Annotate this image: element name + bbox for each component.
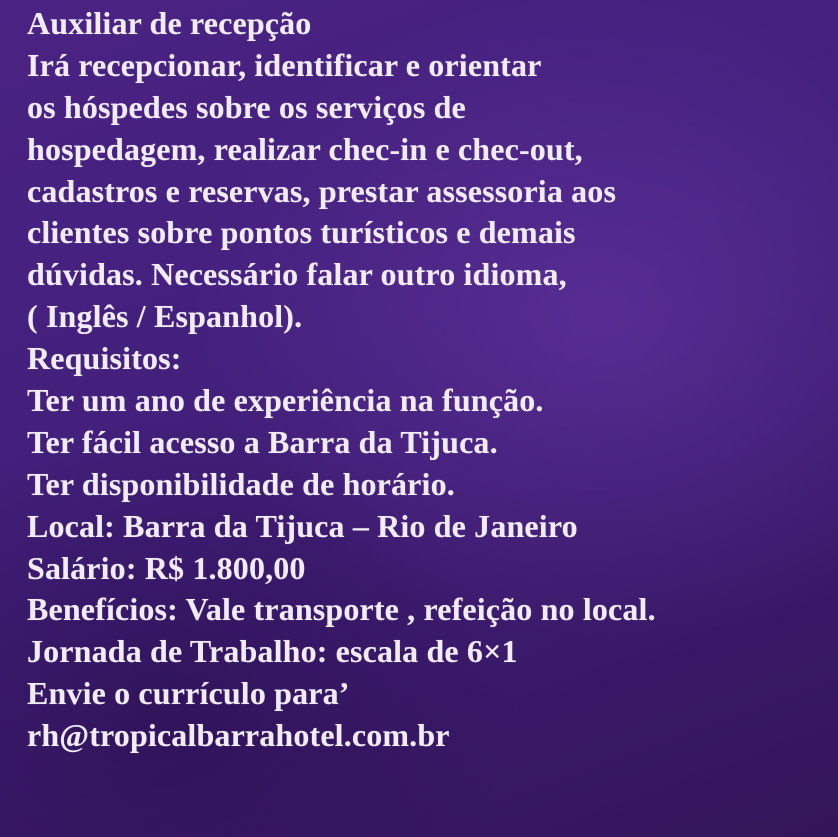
description-line: hospedagem, realizar chec-in e chec-out, bbox=[27, 130, 583, 167]
description-line: cadastros e reservas, prestar assessoria aos bbox=[27, 172, 617, 209]
requirements-heading: Requisitos: bbox=[27, 340, 182, 377]
requirement-item: Ter disponibilidade de horário. bbox=[27, 465, 455, 502]
benefits-text: Benefícios: Vale transporte , refeição no local. bbox=[27, 591, 656, 628]
description-line: ( Inglês / Espanhol). bbox=[27, 298, 303, 335]
job-post-text bbox=[27, 3, 832, 757]
description-line: os hóspedes sobre os serviços de bbox=[27, 88, 466, 125]
contact-email: rh@tropicalbarrahotel.com.br bbox=[27, 717, 450, 754]
requirement-item: Ter um ano de experiência na função. bbox=[27, 382, 544, 419]
schedule-text: Jornada de Trabalho: escala de 6×1 bbox=[27, 633, 518, 670]
salary-text: Salário: R$ 1.800,00 bbox=[27, 549, 306, 586]
description-line: Irá recepcionar, identificar e orientar bbox=[27, 46, 542, 83]
location-text: Local: Barra da Tijuca – Rio de Janeiro bbox=[27, 507, 578, 544]
description-line: dúvidas. Necessário falar outro idioma, bbox=[27, 256, 567, 293]
requirement-item: Ter fácil acesso a Barra da Tijuca. bbox=[27, 423, 498, 460]
job-title: Auxiliar de recepção bbox=[27, 5, 312, 41]
description-line: clientes sobre pontos turísticos e demais bbox=[27, 214, 576, 251]
apply-instruction: Envie o currículo para’ bbox=[27, 675, 350, 712]
